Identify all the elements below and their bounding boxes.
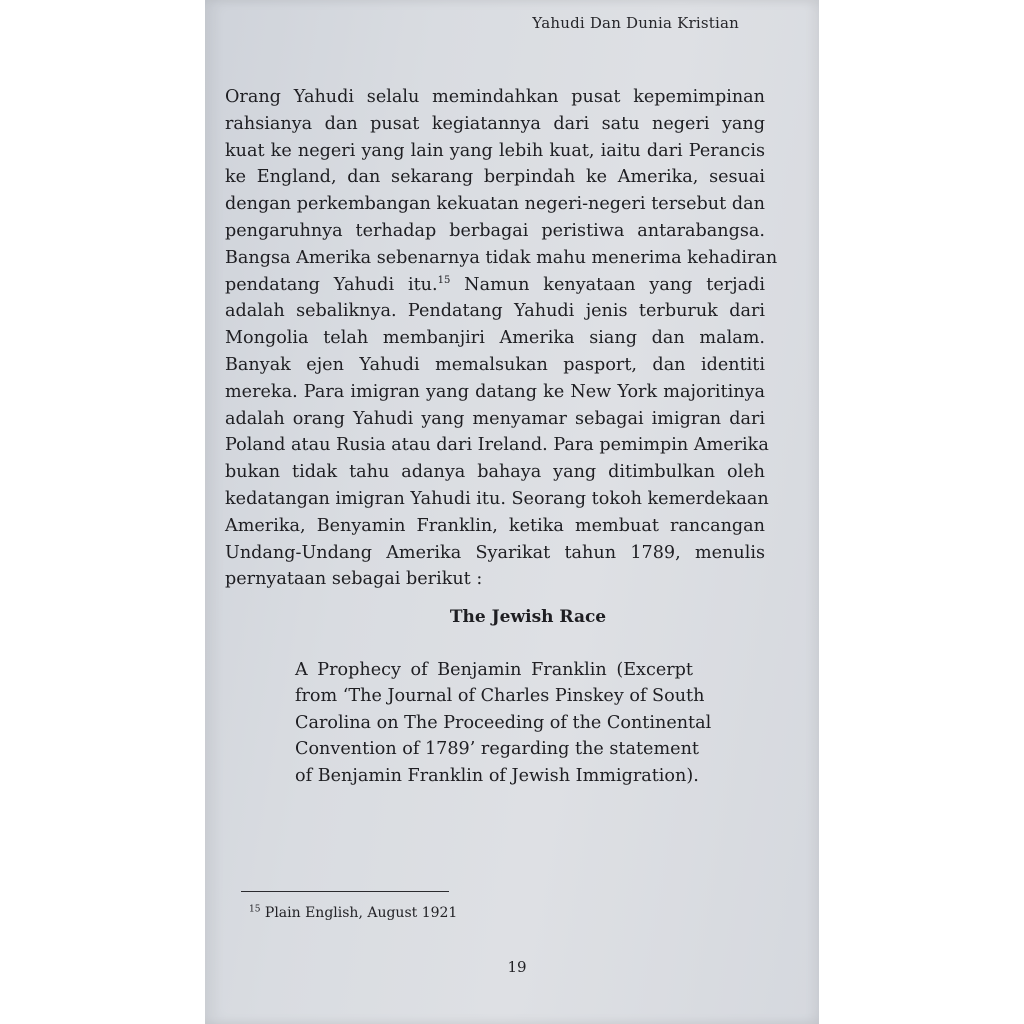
footnote-reference: 15: [437, 274, 451, 286]
paragraph-line: pengaruhnya terhadap berbagai peristiwa antarabangsa.: [225, 220, 765, 241]
paragraph-line: [225, 272, 765, 299]
footnote-text: Plain English, August 1921: [260, 905, 458, 921]
paragraph-line: mereka. Para imigran yang datang ke New York majoritinya: [225, 381, 765, 402]
quote-line: Convention of 1789’ regarding the statement: [295, 739, 699, 760]
paragraph-line: Orang Yahudi selalu memindahkan pusat kepemimpinan: [225, 87, 765, 107]
paragraph-line: Bangsa Amerika sebenarnya tidak mahu menerima kehadiran: [225, 247, 778, 268]
paragraph-line: Mongolia telah membanjiri Amerika siang dan malam.: [225, 328, 765, 349]
paragraph-line: bukan tidak tahu adanya bahaya yang ditimbulkan oleh: [225, 462, 765, 483]
page-number: 19: [507, 958, 527, 976]
footnote: [249, 905, 457, 921]
paragraph-line: kuat ke negeri yang lain yang lebih kuat, iaitu dari Perancis: [225, 140, 765, 161]
paragraph-line: Undang-Undang Amerika Syarikat tahun 1789, menulis: [225, 542, 765, 563]
paragraph-line: Banyak ejen Yahudi memalsukan pasport, dan identiti: [225, 354, 765, 375]
quote-line: A Prophecy of Benjamin Franklin (Excerpt: [295, 660, 693, 680]
text-run: pendatang Yahudi itu.: [225, 274, 438, 295]
book-page: [205, 0, 819, 1024]
paragraph-line: Poland atau Rusia atau dari Ireland. Para pemimpin Amerika: [225, 435, 769, 456]
quote-line: from ‘The Journal of Charles Pinskey of South: [295, 686, 705, 707]
paragraph-line: pernyataan sebagai berikut :: [225, 569, 483, 590]
block-quote: [295, 657, 712, 789]
paragraph-line: rahsianya dan pusat kegiatannya dari satu negeri yang: [225, 113, 765, 134]
quote-title: The Jewish Race: [449, 607, 607, 627]
footnote-marker: 15: [249, 904, 261, 915]
paragraph-line: adalah sebaliknya. Pendatang Yahudi jenis terburuk dari: [225, 301, 765, 322]
paragraph-line: ke England, dan sekarang berpindah ke Amerika, sesuai: [225, 167, 765, 188]
footnote-rule: [241, 891, 449, 892]
quote-line: Carolina on The Proceeding of the Continental: [295, 712, 712, 733]
paragraph-line: kedatangan imigran Yahudi itu. Seorang tokoh kemerdekaan: [225, 488, 769, 509]
body-paragraph: [225, 84, 778, 593]
paragraph-line: Amerika, Benyamin Franklin, ketika membuat rancangan: [225, 515, 765, 536]
quote-line: of Benjamin Franklin of Jewish Immigration).: [295, 765, 699, 786]
paragraph-line: dengan perkembangan kekuatan negeri-negeri tersebut dan: [225, 194, 765, 215]
text-run: Namun kenyataan yang terjadi: [450, 274, 765, 295]
paragraph-line: adalah orang Yahudi yang menyamar sebagai imigran dari: [225, 408, 765, 429]
running-head: Yahudi Dan Dunia Kristian: [532, 14, 739, 32]
